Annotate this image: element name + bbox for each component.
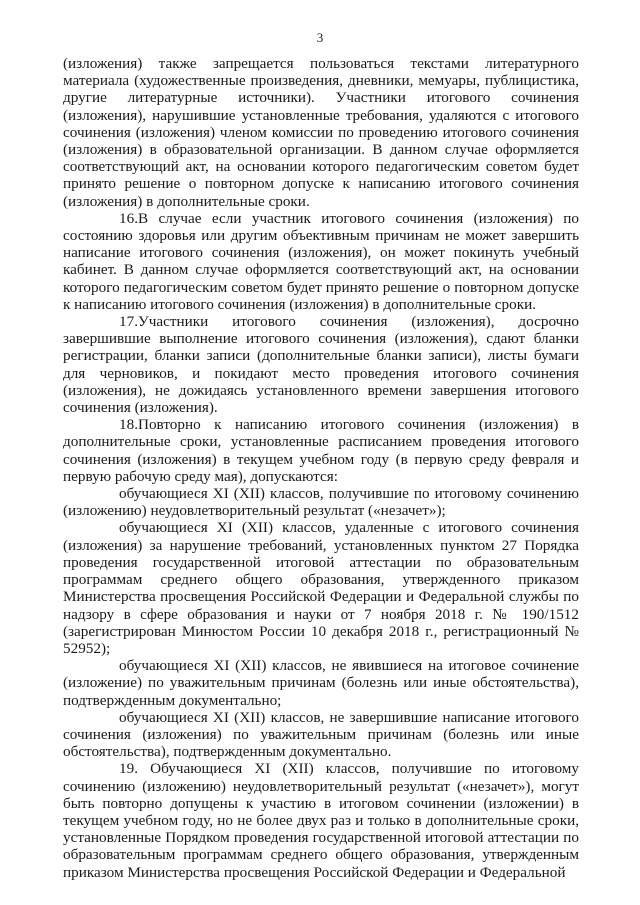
paragraph-item-18: 18.Повторно к написанию итогового сочинения (изложения) в дополнительные сроки, установленные расписанием проведения итогового сочинения (изложения) в текущем учебном году (в первую среду февраля и первую рабочую среду мая), допускаются: (63, 416, 579, 485)
list-item-absent-valid-reason: обучающиеся XI (XII) классов, не явившиеся на итоговое сочинение (изложение) по уважительным причинам (болезнь или иные обстоятельства), подтвержденным документально; (63, 657, 579, 709)
page-number: 3 (316, 30, 324, 45)
list-item-not-completed-valid-reason: обучающиеся XI (XII) классов, не завершившие написание итогового сочинения (изложения) по уважительным причинам (болезнь или иные обстоятельства), подтвержденным документально. (63, 708, 579, 761)
list-item-unsatisfactory-result: обучающиеся XI (XII) классов, получившие по итоговому сочинению (изложению) неудовлетворительный результат («незачет»); (63, 485, 579, 520)
list-item-removed-for-violation: обучающиеся XI (XII) классов, удаленные с итогового сочинения (изложения) за нарушение требований, установленных пунктом 27 Порядка проведения государственной итоговой аттестации по образовательным программам среднего общего образования, утвержденного приказом Министерства просвещения Российской Федерации и Федеральной службы по надзору в сфере образования и науки от 7 ноября 2018 г. № 190/1512 (зарегистрирован Минюстом России 10 декабря 2018 г., регистрационный № 52952); (63, 519, 579, 657)
paragraph-item-17: 17.Участники итогового сочинения (изложения), досрочно завершившие выполнение итогового сочинения (изложения), сдают бланки регистрации, бланки записи (дополнительные бланки записи), листы бумаги для черновиков, и покидают место проведения итогового сочинения (изложения), не дожидаясь установленного времени завершения итогового сочинения (изложения). (63, 313, 579, 417)
paragraph-item-16: 16.В случае если участник итогового сочинения (изложения) по состоянию здоровья или другим объективным причинам не может завершить написание итогового сочинения (изложения), он может покинуть учебный кабинет. В данном случае оформляется соответствующий акт, на основании которого педагогическим советом будет принято решение о повторном допуске к написанию итогового сочинения (изложения) в дополнительные сроки. (63, 209, 579, 313)
paragraph-continuation: (изложения) также запрещается пользоваться текстами литературного материала (художественные произведения, дневники, мемуары, публицистика, другие литературные источники). Участники итогового сочинения (изложения), нарушившие установленные требования, удаляются с итогового сочинения (изложения) членом комиссии по проведению итогового сочинения (изложения) в образовательной организации. В данном случае оформляется соответствующий акт, на основании которого педагогическим советом будет принято решение о повторном допуске к написанию итогового сочинения (изложения) в дополнительные сроки. (63, 55, 579, 210)
paragraph-item-19: 19. Обучающиеся XI (XII) классов, получившие по итоговому сочинению (изложению) неудовлетворительный результат («незачет»), могут быть повторно допущены к участию в итоговом сочинении (изложении) в текущем учебном году, но не более двух раз и только в дополнительные сроки, установленные Порядком проведения государственной итоговой аттестации по образовательным программам среднего общего образования, утвержденным приказом Министерства просвещения Российской Федерации и Федеральной (63, 760, 579, 881)
document-body (63, 55, 579, 881)
